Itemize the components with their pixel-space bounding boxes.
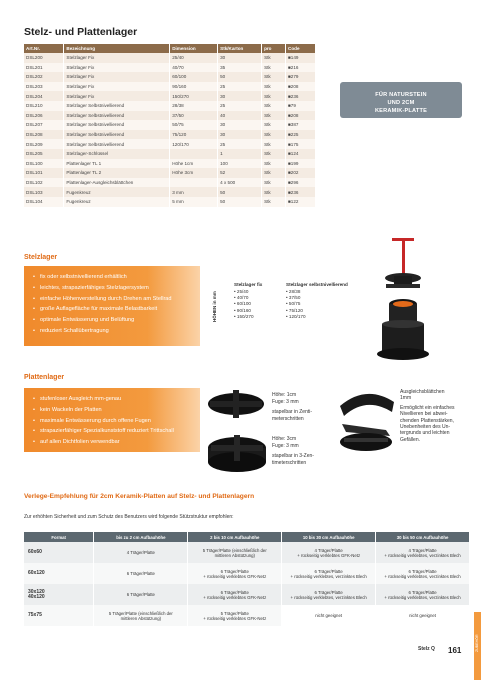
stelzlager-feature-box: [24, 266, 200, 346]
plattenlager-tl1-icon: [206, 386, 266, 418]
column-header: Code: [286, 44, 316, 53]
product-cell: 150/270: [170, 91, 218, 101]
recommendation-table-body: [24, 542, 470, 626]
product-cell: DSL204: [24, 91, 64, 101]
product-cell: 50/75: [170, 120, 218, 130]
height-axis-label: HÖHEN in mm: [212, 291, 217, 322]
product-cell: 52: [218, 168, 262, 178]
product-cell: ■236: [286, 187, 316, 197]
column-header: pro: [262, 44, 286, 53]
product-cell: Stelzlager Fix: [64, 91, 170, 101]
product-cell: Stk: [262, 130, 286, 140]
product-cell: DSL104: [24, 197, 64, 207]
support-line: 6 Träger/Platte: [126, 571, 155, 576]
shim-line: chenden Plattenstärken,: [400, 417, 454, 424]
shim-description: [400, 389, 454, 443]
product-cell: DSL202: [24, 72, 64, 82]
product-cell: 25: [218, 101, 262, 111]
support-line: + rückseitig verklebtes GFK-Netz: [203, 594, 267, 600]
column-header: bis zu 2 cm Aufbauhöhe: [94, 532, 188, 542]
product-cell: Stk: [262, 63, 286, 73]
recommendation-table: [24, 532, 470, 626]
product-cell: Stelzlager Selbstnivellierend: [64, 120, 170, 130]
feature-item: • stufenloser Ausgleich mm-genau: [32, 394, 192, 405]
column-header: 2 bis 10 cm Aufbauhöhe: [188, 532, 282, 542]
product-row: [24, 101, 316, 111]
size-item: • 28/38: [286, 289, 348, 295]
product-cell: DSL102: [24, 178, 64, 188]
support-line: + rückseitig verklebtes, verzinktes Blech: [290, 594, 367, 600]
support-line: nicht geeignet: [315, 613, 343, 618]
product-table: [24, 44, 316, 207]
product-cell: Fugenkreuz: [64, 187, 170, 197]
product-cell: 5 mm: [170, 197, 218, 207]
recommendation-row: [24, 542, 470, 563]
feature-item: • maximale Entwässerung durch offene Fugen: [32, 416, 192, 427]
product-cell: Höhe 3cm: [170, 168, 218, 178]
support-cell: [282, 584, 376, 605]
product-cell: Stelzlager-Schlüssel: [64, 149, 170, 159]
support-cell: [376, 563, 470, 584]
recommendation-row: [24, 605, 470, 626]
feature-item: • auf allen Dichtfolien verwendbar: [32, 437, 192, 448]
shim-line: tergrunds und leichten: [400, 430, 450, 437]
product-cell: Stk: [262, 91, 286, 101]
support-cell: [94, 605, 188, 626]
product-cell: 90/160: [170, 82, 218, 92]
size-item: • 120/170: [286, 314, 348, 320]
feature-item: • optimale Entwässerung und Belüftung: [32, 315, 192, 326]
product-cell: 30: [218, 130, 262, 140]
product-row: [24, 178, 316, 188]
product-table-body: [24, 53, 316, 207]
support-cell: [282, 542, 376, 563]
product-row: [24, 168, 316, 178]
product-row: [24, 139, 316, 149]
product-cell: DSL100: [24, 159, 64, 169]
shim-line: Nivellieren bei abwei-: [400, 411, 448, 418]
product-cell: 30: [218, 53, 262, 63]
support-line: mittleren Abstützung): [120, 615, 162, 621]
product-cell: ■279: [286, 72, 316, 82]
support-cell: [188, 584, 282, 605]
support-line: mittleren Abstützung): [214, 552, 255, 558]
product-cell: 4 x 500: [218, 178, 262, 188]
support-line: 4 Träger/Platte: [408, 547, 437, 553]
product-cell: DSL101: [24, 168, 64, 178]
product-cell: 1: [218, 149, 262, 159]
support-line: 6 Träger/Platte: [220, 589, 249, 595]
recommendation-title: Verlege-Empfehlung für 2cm Keramik-Platten auf Stelz- und Plattenlagern: [24, 493, 255, 500]
support-line: + rückseitig verklebtes GFK-Netz: [203, 615, 267, 621]
badge-line: UND 2CM: [387, 100, 415, 106]
stelzlager-self-sizes: [286, 282, 348, 320]
support-line: 5 Träger/Platte (einschließlich der: [108, 610, 173, 616]
product-row: [24, 63, 316, 73]
support-cell: [94, 542, 188, 563]
spec-heading: Stelzlager selbstnivellierend: [286, 282, 348, 287]
format-label: 60x60: [28, 549, 42, 555]
product-cell: ■208: [286, 82, 316, 92]
product-cell: Stk: [262, 111, 286, 121]
spec-heading: Stelzlager fix: [234, 282, 263, 287]
product-cell: DSL208: [24, 130, 64, 140]
product-cell: 50: [218, 197, 262, 207]
size-item: • 25/40: [234, 289, 262, 295]
support-cell: [188, 563, 282, 584]
side-tab-label: ZUBEHÖR: [475, 634, 479, 652]
product-cell: 25: [218, 139, 262, 149]
support-line: + rückseitig verklebtes GFK-Netz: [203, 573, 267, 579]
product-row: [24, 72, 316, 82]
recommendation-row: [24, 563, 470, 584]
product-cell: 60/100: [170, 72, 218, 82]
product-cell: Stk: [262, 187, 286, 197]
support-cell: [188, 542, 282, 563]
feature-item: • reduziert Schallübertragung: [32, 326, 192, 337]
product-cell: DSL209: [24, 139, 64, 149]
tl1-line: stapelbar in Zenti-: [272, 409, 313, 416]
product-cell: Stelzlager Selbstnivellierend: [64, 101, 170, 111]
natural-stone-badge: [340, 82, 462, 118]
product-cell: Stelzlager Fix: [64, 63, 170, 73]
format-cell: [24, 605, 94, 626]
support-line: 5 Träger/Platte: [220, 610, 249, 616]
product-row: [24, 53, 316, 63]
product-cell: DSL203: [24, 82, 64, 92]
tl1-description: [272, 392, 312, 422]
support-line: 6 Träger/Platte: [408, 568, 437, 574]
support-cell: [376, 605, 470, 626]
product-cell: DSL207: [24, 120, 64, 130]
product-cell: 40: [218, 111, 262, 121]
size-item: • 37/50: [286, 295, 348, 301]
support-line: 6 Träger/Platte: [314, 589, 343, 595]
recommendation-subtitle: Zur erhöhten Sicherheit und zum Schutz des Benutzers wird folgende Stützstruktur empfohlen:: [24, 514, 234, 520]
plattenlager-heading: Plattenlager: [24, 374, 65, 381]
product-row: [24, 82, 316, 92]
product-cell: Stk: [262, 53, 286, 63]
shim-line: Ermöglicht ein einfaches: [400, 404, 455, 411]
product-cell: Stelzlager Fix: [64, 72, 170, 82]
plattenlager-tl2-icon: [206, 432, 268, 474]
size-item: • 40/70: [234, 295, 262, 301]
product-cell: Plattenlager TL 2: [64, 168, 170, 178]
product-cell: Stk: [262, 120, 286, 130]
product-cell: Stk: [262, 72, 286, 82]
product-cell: ■175: [286, 139, 316, 149]
tl1-line: Höhe: 1cm: [272, 392, 297, 398]
product-cell: ■122: [286, 197, 316, 207]
pedestal-key-icon: [392, 238, 414, 278]
support-line: 4 Träger/Platte: [314, 547, 343, 553]
tl2-description: [272, 436, 314, 466]
stelzlager-fix-sizes: [234, 282, 262, 320]
product-cell: 30: [218, 120, 262, 130]
support-line: + rückseitig verklebtes GFK-Netz: [297, 552, 361, 558]
support-line: nicht geeignet: [409, 613, 436, 618]
side-tab: [474, 612, 481, 680]
column-header: 30 bis 50 cm Aufbauhöhe: [376, 532, 470, 542]
product-cell: Stk: [262, 168, 286, 178]
product-cell: DSL205: [24, 149, 64, 159]
product-cell: 50: [218, 187, 262, 197]
product-cell: 30: [218, 91, 262, 101]
size-item: • 50/75: [286, 301, 348, 307]
product-cell: 100: [218, 159, 262, 169]
product-row: [24, 197, 316, 207]
support-line: 5 Träger/Platte (einschließlich der: [202, 547, 267, 553]
product-cell: Stk: [262, 149, 286, 159]
support-line: + rückseitig verklebtes, verzinktes Blech: [384, 552, 461, 558]
product-cell: Stk: [262, 101, 286, 111]
badge-line: FÜR NATURSTEIN: [375, 92, 427, 98]
product-cell: Fugenkreuz: [64, 197, 170, 207]
product-cell: 25: [218, 82, 262, 92]
product-cell: ■216: [286, 63, 316, 73]
product-cell: Stelzlager Selbstnivellierend: [64, 130, 170, 140]
product-cell: Stk: [262, 178, 286, 188]
product-cell: 28/38: [170, 101, 218, 111]
size-item: • 75/120: [286, 308, 348, 314]
product-cell: Stk: [262, 82, 286, 92]
recommendation-table-header: [24, 532, 470, 542]
feature-item: • fix oder selbstnivellierend erhältlich: [32, 272, 192, 283]
plattenlager-feature-box: [24, 388, 200, 452]
column-header: Format: [24, 532, 94, 542]
format-label: 75x75: [28, 612, 42, 618]
support-line: 6 Träger/Platte: [126, 592, 155, 597]
page-title: Stelz- und Plattenlager: [24, 26, 138, 38]
product-cell: 40/70: [170, 63, 218, 73]
product-table-header: [24, 44, 316, 53]
support-line: 4 Träger/Platte: [126, 550, 155, 555]
product-cell: [170, 149, 218, 159]
product-cell: ■202: [286, 168, 316, 178]
product-cell: ■236: [286, 91, 316, 101]
product-cell: 3 mm: [170, 187, 218, 197]
product-cell: DSL210: [24, 101, 64, 111]
size-item: • 90/160: [234, 308, 262, 314]
product-cell: Plattenlager TL 1: [64, 159, 170, 169]
format-cell: [24, 542, 94, 563]
product-cell: Stelzlager Fix: [64, 82, 170, 92]
badge-line: KERAMIK-PLATTE: [374, 108, 428, 114]
shim-line: 1mm: [400, 395, 412, 402]
product-row: [24, 120, 316, 130]
product-cell: Plattenlager-Ausgleichsblättchen: [64, 178, 170, 188]
column-header: Dimension: [170, 44, 218, 53]
product-cell: Höhe 1cm: [170, 159, 218, 169]
support-cell: [376, 584, 470, 605]
product-row: [24, 159, 316, 169]
product-cell: Stk: [262, 197, 286, 207]
pedestal-head-icon: [385, 273, 421, 288]
tl1-line: meterschritten: [272, 415, 304, 422]
support-cell: [376, 542, 470, 563]
support-line: + rückseitig verklebtes, verzinktes Blech: [384, 573, 461, 579]
product-cell: Stk: [262, 139, 286, 149]
tl2-line: Höhe: 3cm: [272, 436, 297, 442]
tl1-line: Fuge: 3 mm: [272, 398, 299, 405]
product-cell: ■208: [286, 111, 316, 121]
stelzlager-heading: Stelzlager: [24, 254, 58, 261]
feature-item: • kein Wackeln der Platten: [32, 405, 192, 416]
product-row: [24, 187, 316, 197]
pedestal-icon: [377, 299, 429, 360]
product-row: [24, 149, 316, 159]
product-cell: 25/40: [170, 53, 218, 63]
product-cell: ■296: [286, 178, 316, 188]
feature-item: • große Auflagefläche für maximale Belastbarkeit: [32, 304, 192, 315]
feature-item: • leichtes, strapazierfähiges Stelzlagersystem: [32, 283, 192, 294]
product-cell: Stk: [262, 159, 286, 169]
product-cell: Stelzlager Selbstnivellierend: [64, 139, 170, 149]
product-cell: ■124: [286, 149, 316, 159]
pedestal-illustration: [362, 232, 444, 372]
shim-line: Ausgleichsblättchen: [400, 389, 445, 395]
brand-logo: Stelz Q: [418, 646, 435, 652]
tl2-line: stapelbar in 3-Zen-: [272, 453, 314, 460]
product-cell: Stelzlager Fix: [64, 53, 170, 63]
column-header: Bezeichnung: [64, 44, 170, 53]
tl2-line: Fuge: 3 mm: [272, 442, 299, 449]
format-label: 40x120: [28, 593, 45, 600]
support-cell: [282, 563, 376, 584]
support-cell: [282, 605, 376, 626]
column-header: 10 bis 30 cm Aufbauhöhe: [282, 532, 376, 542]
product-cell: Stelzlager Selbstnivellierend: [64, 111, 170, 121]
page-number: 161: [448, 646, 462, 655]
shim-line: Unebenheiten des Un-: [400, 424, 451, 431]
product-row: [24, 91, 316, 101]
size-item: • 150/270: [234, 314, 262, 320]
product-row: [24, 130, 316, 140]
support-line: + rückseitig verklebtes, verzinktes Blech: [290, 573, 367, 579]
product-cell: DSL103: [24, 187, 64, 197]
format-cell: [24, 563, 94, 584]
product-cell: ■225: [286, 130, 316, 140]
product-cell: [170, 178, 218, 188]
support-cell: [94, 563, 188, 584]
shim-line: Gefällen.: [400, 436, 421, 443]
product-cell: DSL201: [24, 63, 64, 73]
product-cell: 75/120: [170, 130, 218, 140]
product-cell: ■387: [286, 120, 316, 130]
feature-item: • strapazierfähiger Spezialkunststoff reduziert Trittschall: [32, 426, 192, 437]
column-header: Art.Nr.: [24, 44, 64, 53]
product-cell: 35: [218, 63, 262, 73]
shim-illustration: [336, 384, 398, 470]
support-line: 6 Träger/Platte: [220, 568, 249, 574]
format-cell: [24, 584, 94, 605]
support-cell: [188, 605, 282, 626]
product-cell: DSL206: [24, 111, 64, 121]
product-row: [24, 111, 316, 121]
tl2-line: timeterschritten: [272, 459, 307, 466]
product-cell: 50: [218, 72, 262, 82]
product-cell: ■79: [286, 101, 316, 111]
format-label: 30x120: [28, 588, 45, 595]
column-header: Stk/Karton: [218, 44, 262, 53]
format-label: 60x120: [28, 570, 45, 576]
feature-item: • einfache Höhenverstellung durch Drehen am Stellrad: [32, 294, 192, 305]
size-item: • 60/100: [234, 301, 262, 307]
product-cell: 120/170: [170, 139, 218, 149]
product-cell: ■199: [286, 159, 316, 169]
support-line: + rückseitig verklebtes, verzinktes Blech: [384, 594, 461, 600]
product-cell: ■149: [286, 53, 316, 63]
recommendation-row: [24, 584, 470, 605]
support-line: 6 Träger/Platte: [314, 568, 343, 574]
product-cell: DSL200: [24, 53, 64, 63]
support-line: 6 Träger/Platte: [408, 589, 437, 595]
support-cell: [94, 584, 188, 605]
shim-icon: [340, 394, 394, 416]
product-cell: 37/50: [170, 111, 218, 121]
